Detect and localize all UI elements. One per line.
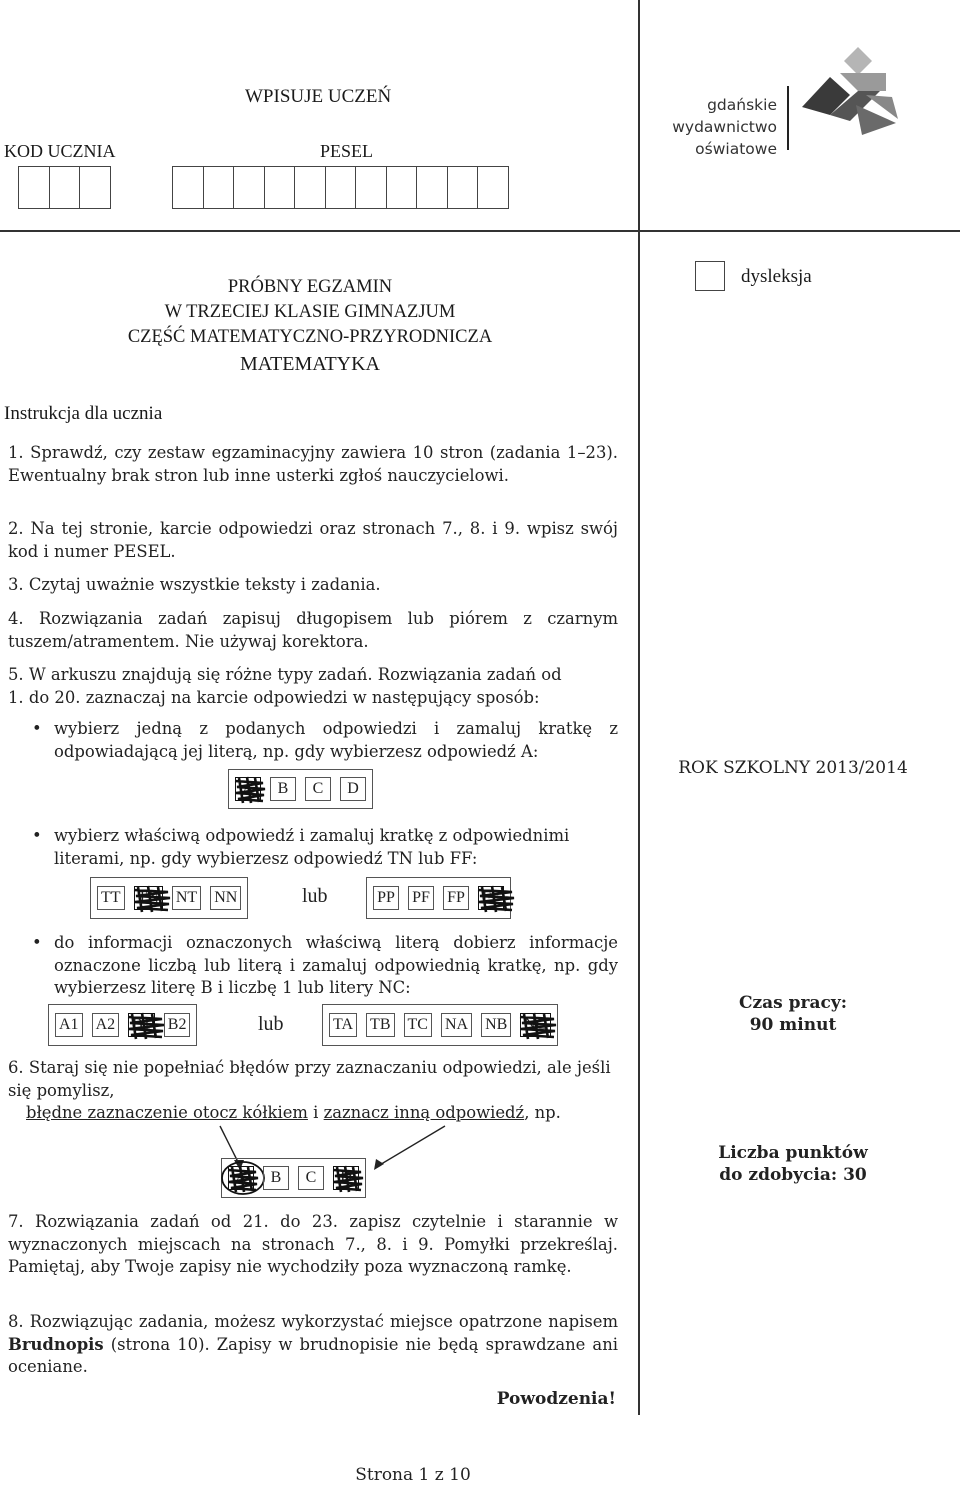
duration-line-2: 90 minut <box>749 1015 837 1035</box>
kod-ucznia-label: KOD UCZNIA <box>4 141 116 161</box>
exam-subject: MATEMATYKA <box>240 353 380 375</box>
instruction-3: 3. Czytaj uważnie wszystkie teksty i zadania. <box>8 575 381 594</box>
instruction-6-line-2: błędne zaznaczenie otocz kółkiem i zaznacz inną odpowiedź, np. <box>26 1103 561 1122</box>
pesel-cell[interactable] <box>326 167 357 208</box>
pesel-cell[interactable] <box>295 167 326 208</box>
option-c[interactable]: C <box>305 777 331 801</box>
kod-cell[interactable] <box>19 167 50 208</box>
option-d[interactable]: D <box>340 777 366 801</box>
option-fp[interactable]: FP <box>443 886 469 910</box>
option-b2[interactable]: B2 <box>164 1013 191 1037</box>
logo-divider <box>787 86 789 150</box>
kod-ucznia-cells[interactable] <box>18 166 111 209</box>
instruction-7: 7. Rozwiązania zadań od 21. do 23. zapisz czytelnie i starannie w wyznaczonych miejscach na stronach 7., 8. i 9. Pomyłki przekreślaj. Pamiętaj, aby Twoje zapisy nie wychodziły poza wyznaczoną ramkę. <box>8 1212 618 1276</box>
instruction-5 <box>8 664 618 709</box>
option-a-filled[interactable]: A <box>235 777 261 801</box>
option-b1-filled[interactable]: B1 <box>128 1013 155 1037</box>
option-nn[interactable]: NN <box>210 886 241 910</box>
pesel-label: PESEL <box>320 141 374 161</box>
scribble-icon <box>126 1011 166 1041</box>
instruction-1: 1. Sprawdź, czy zestaw egzaminacyjny zawiera 10 stron (zadania 1–23). Ewentualny brak stron lub inne usterki zgłoś nauczycielowi. <box>8 443 618 485</box>
lub-word: lub <box>258 1013 284 1035</box>
kod-cell[interactable] <box>80 167 111 208</box>
option-ff-filled[interactable]: FF <box>478 886 504 910</box>
bullet-1: • wybierz jedną z podanych odpowiedzi i zamaluj kratkę z odpowiadającą jej literą, np. gdy wybierzesz odpowiedź A: <box>30 718 618 763</box>
instruction-4: 4. Rozwiązania zadań zapisuj długopisem lub piórem z czarnym tuszem/atramentem. Nie używaj korektora. <box>8 609 618 651</box>
bullet-2: • wybierz właściwą odpowiedź i zamaluj kratkę z odpowiednimi literami, np. gdy wybierzesz odpowiedź TN lub FF: <box>30 825 618 870</box>
exam-duration <box>640 992 946 1036</box>
scribble-icon <box>518 1011 558 1041</box>
publisher-line-1: gdańskie <box>707 96 777 114</box>
scribble-icon <box>132 884 172 914</box>
circle-icon <box>220 1159 266 1197</box>
pesel-cell[interactable] <box>204 167 235 208</box>
instruction-8: 8. Rozwiązując zadania, możesz wykorzystać miejsce opatrzone napisem Brudnopis (strona 10). Zapisy w brudnopisie nie będą sprawdzane ani oceniane. <box>8 1312 618 1376</box>
new-mark-hint: zaznacz inną odpowiedź <box>323 1103 525 1122</box>
page-number: Strona 1 z 10 <box>355 1465 471 1485</box>
option-nt[interactable]: NT <box>172 886 201 910</box>
pesel-cell[interactable] <box>478 167 509 208</box>
pesel-cell[interactable] <box>417 167 448 208</box>
dysleksja-label: dysleksja <box>741 266 812 287</box>
example-tn-left <box>90 877 248 919</box>
scribble-icon <box>476 884 516 914</box>
publisher-line-3: oświatowe <box>695 140 777 158</box>
option-nb[interactable]: NB <box>481 1013 511 1037</box>
exam-title <box>0 275 620 350</box>
option-d-filled[interactable]: D <box>333 1166 359 1190</box>
kod-cell[interactable] <box>50 167 81 208</box>
scribble-icon <box>233 775 267 805</box>
option-nc-filled[interactable]: NC <box>520 1013 550 1037</box>
brudnopis-word: Brudnopis <box>8 1334 104 1354</box>
wpisuje-label: WPISUJE UCZEŃ <box>245 86 392 107</box>
pesel-cells[interactable] <box>172 166 509 209</box>
pesel-cell[interactable] <box>234 167 265 208</box>
option-pf[interactable]: PF <box>408 886 434 910</box>
points-line-2: do zdobycia: 30 <box>719 1165 867 1185</box>
bullet-3: • do informacji oznaczonych właściwą literą dobierz informacje oznaczone liczbą lub literą i zamaluj odpowiednią kratkę, np. gdy wybierzesz literę B i liczbę 1 lub litery NC: <box>30 932 618 1000</box>
option-a1[interactable]: A1 <box>55 1013 83 1037</box>
example-single-choice <box>228 769 373 809</box>
instruction-6 <box>8 1057 618 1125</box>
publisher-line-2: wydawnictwo <box>672 118 777 136</box>
option-a-circled[interactable]: A <box>228 1166 254 1190</box>
example-b1-left <box>48 1004 197 1046</box>
instruction-5-line-2: 1. do 20. zaznaczaj na karcie odpowiedzi w następujący sposób: <box>8 687 540 707</box>
option-tc[interactable]: TC <box>404 1013 432 1037</box>
school-year: ROK SZKOLNY 2013/2014 <box>678 758 908 778</box>
example-pf-right <box>366 877 511 919</box>
option-tt[interactable]: TT <box>97 886 125 910</box>
option-b[interactable]: B <box>270 777 296 801</box>
pesel-cell[interactable] <box>448 167 479 208</box>
dysleksja-checkbox[interactable] <box>695 261 725 291</box>
exam-title-line-1: PRÓBNY EGZAMIN <box>227 277 393 297</box>
example-correction <box>221 1158 366 1198</box>
header-divider <box>0 230 960 232</box>
exam-title-line-3: CZĘŚĆ MATEMATYCZNO-PRZYRODNICZA <box>127 327 493 347</box>
exam-title-line-2: W TRZECIEJ KLASIE GIMNAZJUM <box>164 302 456 322</box>
option-b[interactable]: B <box>263 1166 289 1190</box>
publisher-logo-icon <box>800 45 904 140</box>
option-pp[interactable]: PP <box>373 886 399 910</box>
option-ta[interactable]: TA <box>329 1013 357 1037</box>
duration-line-1: Czas pracy: <box>738 993 848 1013</box>
option-c[interactable]: C <box>298 1166 324 1190</box>
lub-word: lub <box>302 885 328 907</box>
pesel-cell[interactable] <box>356 167 387 208</box>
publisher-name <box>652 94 777 160</box>
good-luck: Powodzenia! <box>496 1389 616 1409</box>
pesel-cell[interactable] <box>173 167 204 208</box>
example-nc-right <box>322 1004 558 1046</box>
instruction-title: Instrukcja dla ucznia <box>4 403 163 424</box>
vertical-divider <box>638 0 640 1415</box>
pesel-cell[interactable] <box>387 167 418 208</box>
option-tn-filled[interactable]: TN <box>134 886 163 910</box>
instruction-2: 2. Na tej stronie, karcie odpowiedzi oraz stronach 7., 8. i 9. wpisz swój kod i numer PESEL. <box>8 519 618 561</box>
scribble-icon <box>331 1164 365 1194</box>
instruction-5-line-1: 5. W arkuszu znajdują się różne typy zadań. Rozwiązania zadań od <box>8 665 562 684</box>
option-tb[interactable]: TB <box>366 1013 394 1037</box>
pesel-cell[interactable] <box>265 167 296 208</box>
option-na[interactable]: NA <box>441 1013 472 1037</box>
points-total <box>640 1142 946 1186</box>
points-line-1: Liczba punktów <box>718 1143 868 1163</box>
wrong-mark-hint: błędne zaznaczenie otocz kółkiem <box>26 1103 308 1122</box>
option-a2[interactable]: A2 <box>92 1013 120 1037</box>
instruction-6-line-1: 6. Staraj się nie popełniać błędów przy zaznaczaniu odpowiedzi, ale jeśli się pomylisz, <box>8 1058 611 1100</box>
